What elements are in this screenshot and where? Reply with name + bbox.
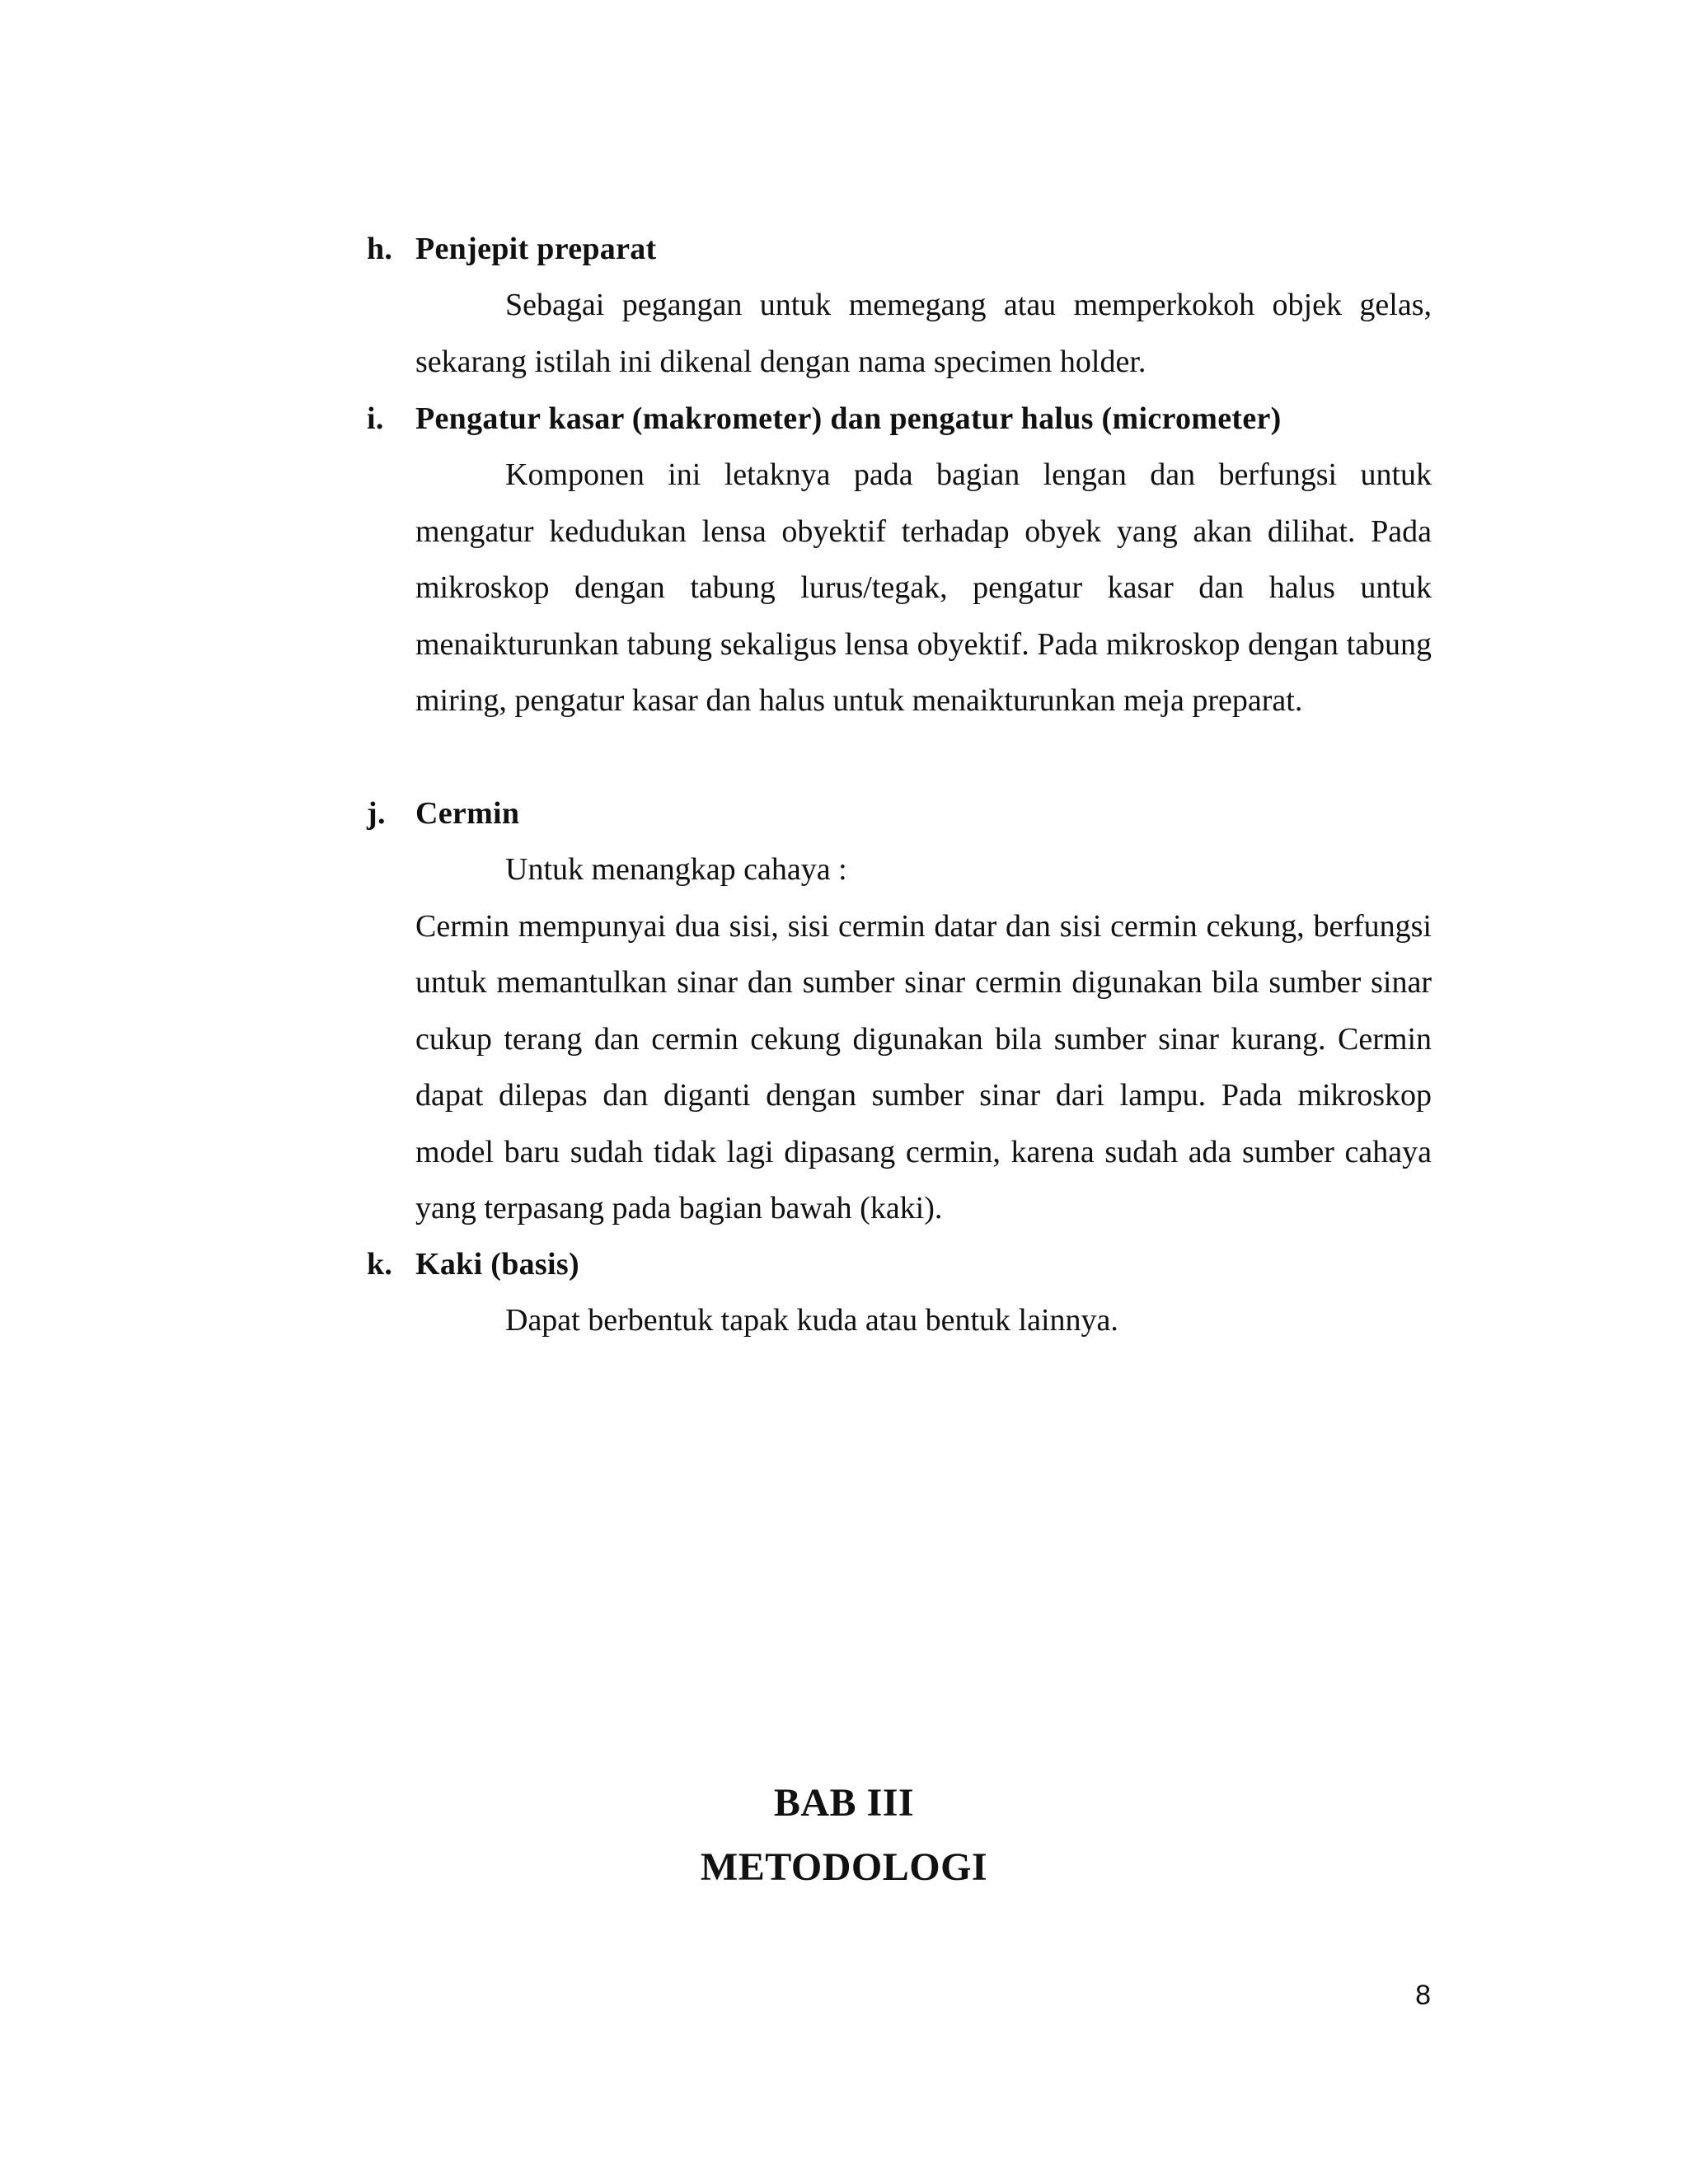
section-title: Cermin — [415, 796, 520, 831]
paragraph: Untuk menangkap cahaya : — [505, 852, 847, 887]
section-title: Kaki (basis) — [415, 1247, 579, 1282]
paragraph: Cermin mempunyai dua sisi, sisi cermin datar dan sisi cermin cekung, berfungsi untuk memantulkan sinar dan sumber sinar cermin digunakan bila sumber sinar cukup terang dan cermin cekung digunakan bila sumber sinar kurang. Cermin dapat dilepas dan diganti dengan sumber sinar dari lampu. Pada mikroskop model baru sudah tidak lagi dipasang cermin, karena sudah ada sumber cahaya yang terpasang pada bagian bawah (kaki). — [415, 908, 1432, 1226]
section-kaki — [367, 1236, 1432, 1349]
section-heading — [367, 391, 1432, 447]
section-pengatur — [367, 391, 1432, 729]
paragraph: Komponen ini letaknya pada bagian lengan dan berfungsi untuk mengatur kedudukan lensa obyektif terhadap obyek yang akan dilihat. Pada mikroskop dengan tabung lurus/tegak, pengatur kasar dan halus untuk menaikturunkan tabung sekaligus lensa obyektif. Pada mikroskop dengan tabung miring, pengatur kasar dan halus untuk menaikturunkan meja preparat. — [415, 457, 1432, 718]
section-letter: k. — [367, 1247, 393, 1282]
section-penjepit-preparat — [367, 221, 1432, 390]
section-body — [415, 841, 1432, 1237]
page-number: 8 — [1415, 1980, 1431, 2011]
section-body — [415, 447, 1432, 729]
section-letter: j. — [367, 796, 386, 831]
chapter-title: METODOLOGI — [700, 1845, 988, 1889]
section-heading — [367, 785, 1432, 841]
section-letter: i. — [367, 401, 384, 436]
section-letter: h. — [367, 232, 393, 266]
section-title: Pengatur kasar (makrometer) dan pengatur halus (micrometer) — [415, 401, 1282, 436]
section-cermin — [367, 785, 1432, 1237]
section-title: Penjepit preparat — [415, 232, 657, 266]
chapter-number: BAB III — [773, 1781, 915, 1825]
paragraph: Sebagai pegangan untuk memegang atau memperkokoh objek gelas, sekarang istilah ini dikenal dengan nama specimen holder. — [415, 288, 1432, 379]
section-heading — [367, 221, 1432, 277]
paragraph: Dapat berbentuk tapak kuda atau bentuk lainnya. — [505, 1303, 1118, 1338]
section-body — [415, 277, 1432, 390]
section-heading — [367, 1236, 1432, 1292]
section-body — [415, 1292, 1432, 1349]
